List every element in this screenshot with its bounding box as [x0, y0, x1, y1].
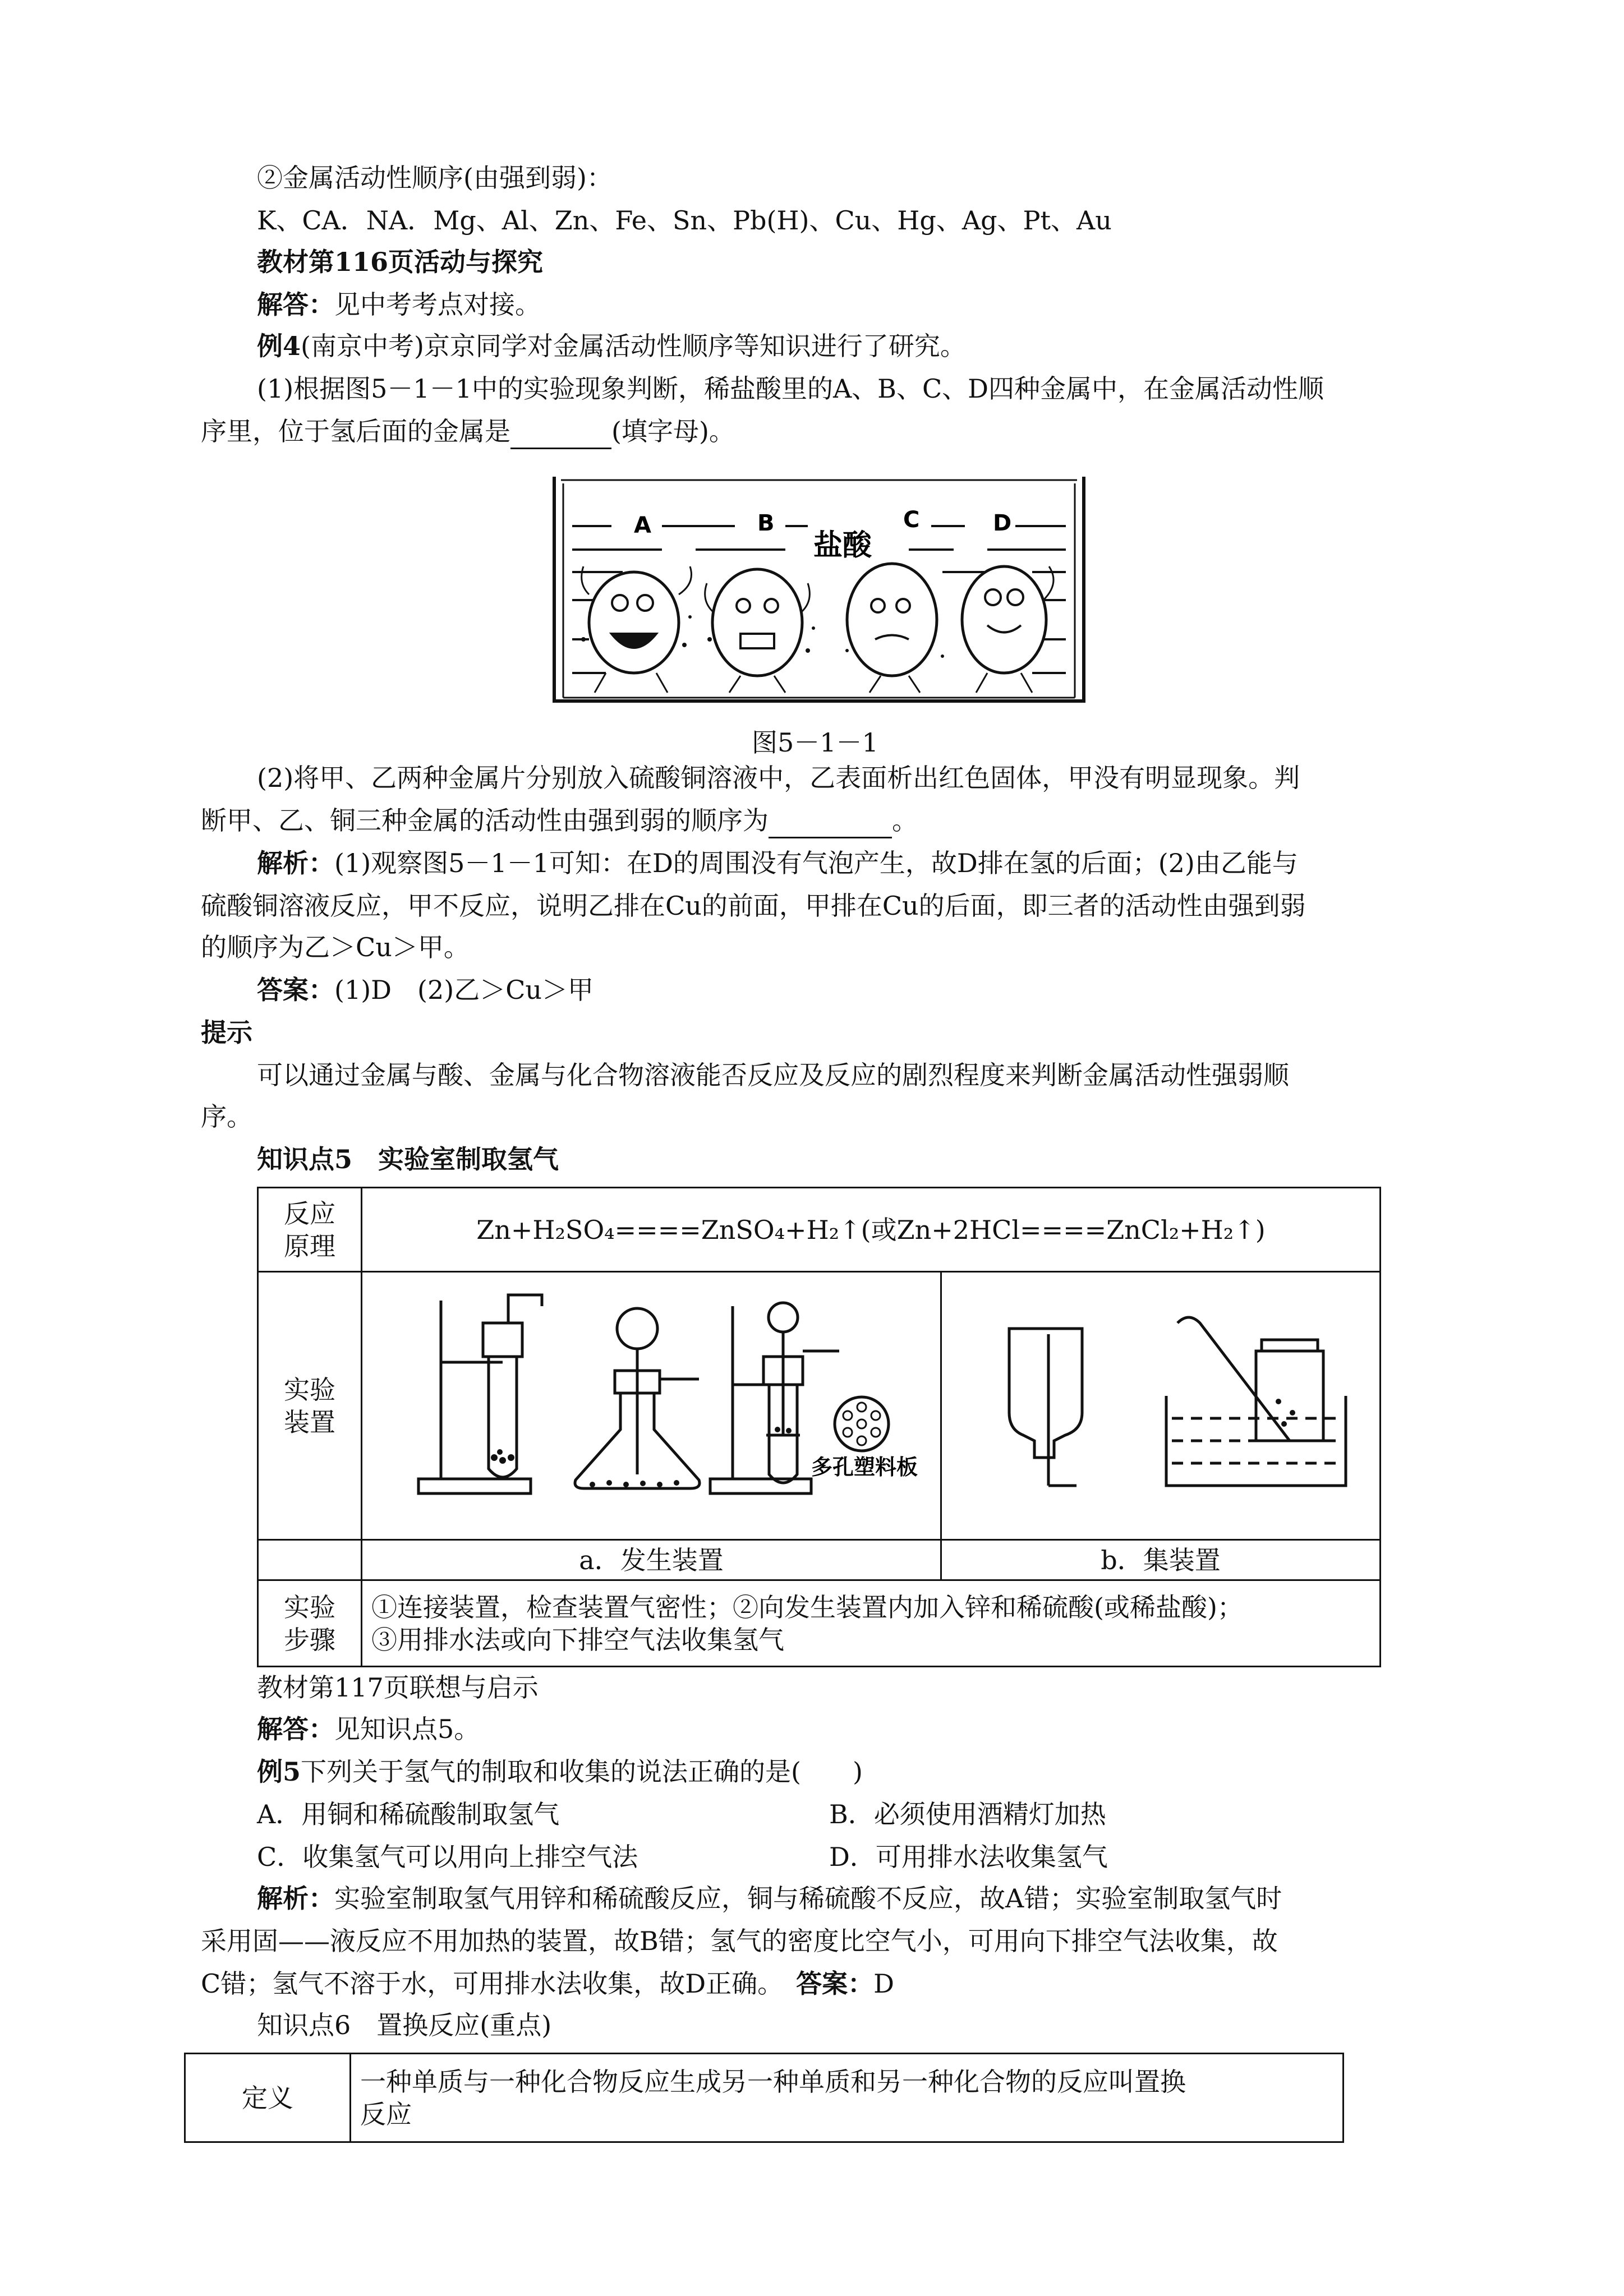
example-4-line	[257, 330, 966, 362]
question-1-line-2	[201, 415, 735, 449]
beaker-figure	[550, 471, 1088, 707]
beaker-label-d: D	[993, 510, 1012, 536]
definition-content: 一种单质与一种化合物反应生成另一种单质和另一种化合物的反应叫置换 反应	[351, 2054, 1344, 2142]
answer-blank-1	[510, 415, 611, 449]
tip-line-1: 可以通过金属与酸、金属与化合物溶液能否反应及反应的剧烈程度来判断金属活动性强弱顺	[257, 1060, 1289, 1090]
answer-4-label: 答案：	[257, 975, 334, 1005]
answer-4-text: (1)D (2)乙＞Cu＞甲	[334, 975, 594, 1005]
analysis-5-label: 解析：	[257, 1883, 334, 1914]
beaker-label-c: C	[903, 507, 920, 533]
option-d: D．可用排水法收集氢气	[829, 1842, 1108, 1872]
answer-text: 见中考考点对接。	[334, 289, 541, 320]
analysis-5-text: 实验室制取氢气用锌和稀硫酸反应，铜与稀硫酸不反应，故A错；实验室制取氢气时	[334, 1883, 1282, 1914]
analysis-5-line-2: 采用固——液反应不用加热的装置，故B错；氢气的密度比空气小，可用向下排空气法收集，故	[201, 1926, 1278, 1956]
perforated-plate-label: 多孔塑料板	[811, 1455, 918, 1479]
option-b: B．必须使用酒精灯加热	[829, 1799, 1106, 1829]
steps-content: ①连接装置，检查装置气密性；②向发生装置内加入锌和稀硫酸(或稀盐酸)； ③用排水法或向下排空气法收集氢气	[362, 1580, 1381, 1667]
answer-5-text: 见知识点5。	[334, 1714, 480, 1744]
question-2-line-1: (2)将甲、乙两种金属片分别放入硫酸铜溶液中，乙表面析出红色固体，甲没有明显现象。判	[257, 763, 1300, 793]
question-2-line-2	[201, 804, 918, 838]
principle-head: 反应 原理	[258, 1188, 362, 1272]
knowledge-point-6: 知识点6 置换反应(重点)	[257, 2010, 552, 2040]
answer-label: 解答：	[257, 289, 334, 320]
analysis-5-text-end: C错；氢气不溶于水，可用排水法收集，故D正确。	[201, 1968, 771, 1999]
answer-5b-text: D	[873, 1968, 894, 1999]
generator-apparatus	[362, 1273, 940, 1532]
generator-cell	[362, 1272, 941, 1540]
analysis-text: (1)观察图5－1－1可知：在D的周围没有气泡产生，故D排在氢的后面；(2)由乙能与	[334, 848, 1298, 878]
tip-line-2: 序。	[201, 1101, 252, 1132]
empty-cell	[258, 1540, 362, 1580]
analysis-4-line-2: 硫酸铜溶液反应，甲不反应，说明乙排在Cu的前面，甲排在Cu的后面，即三者的活动性由强到弱	[201, 891, 1306, 921]
answer-5b-label: 答案：	[796, 1968, 874, 1999]
textbook-ref-116: 教材第116页活动与探究	[257, 247, 544, 277]
analysis-4-line-1	[257, 847, 1298, 879]
answer-4-line	[257, 974, 594, 1006]
analysis-4-line-3: 的顺序为乙＞Cu＞甲。	[201, 932, 470, 962]
question-1-text: 序里，位于氢后面的金属是	[201, 416, 510, 446]
activity-series-list: K、CA．NA．Mg、Al、Zn、Fe、Sn、Pb(H)、Cu、Hg、Ag、Pt、Au	[257, 205, 1112, 236]
answer-line-5	[257, 1713, 480, 1745]
textbook-ref-117: 教材第117页联想与启示	[257, 1672, 539, 1703]
metal-b-character	[712, 569, 802, 676]
definition-head: 定义	[185, 2054, 351, 2142]
option-a: A．用铜和稀硫酸制取氢气	[257, 1799, 560, 1829]
activity-series-heading: ②金属活动性顺序(由强到弱)：	[257, 163, 613, 193]
example-5-text: 下列关于氢气的制取和收集的说法正确的是( )	[301, 1756, 863, 1787]
option-c: C．收集氢气可以用向上排空气法	[257, 1842, 638, 1872]
question-2-end: 。	[892, 805, 918, 836]
answer-line-1	[257, 288, 541, 321]
substitution-table	[184, 2053, 1344, 2143]
analysis-label: 解析：	[257, 848, 334, 878]
answer-5-label: 解答：	[257, 1714, 334, 1744]
example-4-label: 例4	[257, 331, 301, 361]
beaker-label-b: B	[757, 510, 775, 536]
generator-label: a．发生装置	[362, 1540, 941, 1580]
example-5-line	[257, 1755, 863, 1788]
principle-content: Zn+H₂SO₄====ZnSO₄+H₂↑(或Zn+2HCl====ZnCl₂+H₂↑)	[362, 1188, 1381, 1272]
figure-caption: 图5－1－1	[752, 727, 878, 758]
answer-blank-2	[769, 804, 892, 838]
tip-heading: 提示	[201, 1017, 252, 1048]
question-2-text: 断甲、乙、铜三种金属的活动性由强到弱的顺序为	[201, 805, 769, 836]
metal-a-character	[589, 572, 679, 673]
collector-apparatus	[942, 1273, 1379, 1532]
knowledge-point-5: 知识点5 实验室制取氢气	[257, 1144, 559, 1174]
hydrogen-prep-table	[257, 1187, 1381, 1667]
question-1-line-1: (1)根据图5－1－1中的实验现象判断，稀盐酸里的A、B、C、D四种金属中，在金属活动性顺	[257, 374, 1324, 404]
example-5-label: 例5	[257, 1756, 301, 1787]
metal-c-character	[847, 564, 937, 676]
collector-label: b．集装置	[941, 1540, 1381, 1580]
apparatus-head: 实验 装置	[258, 1272, 362, 1540]
question-1-hint: (填字母)。	[611, 416, 735, 446]
beaker-label-a: A	[634, 513, 651, 538]
steps-head: 实验 步骤	[258, 1580, 362, 1667]
example-4-text: (南京中考)京京同学对金属活动性顺序等知识进行了研究。	[301, 331, 966, 361]
analysis-5-line-1	[257, 1882, 1282, 1915]
analysis-5-line-3	[201, 1967, 894, 2000]
metal-d-character	[962, 566, 1046, 673]
collector-cell	[941, 1272, 1381, 1540]
beaker-label-acid: 盐酸	[813, 529, 872, 563]
